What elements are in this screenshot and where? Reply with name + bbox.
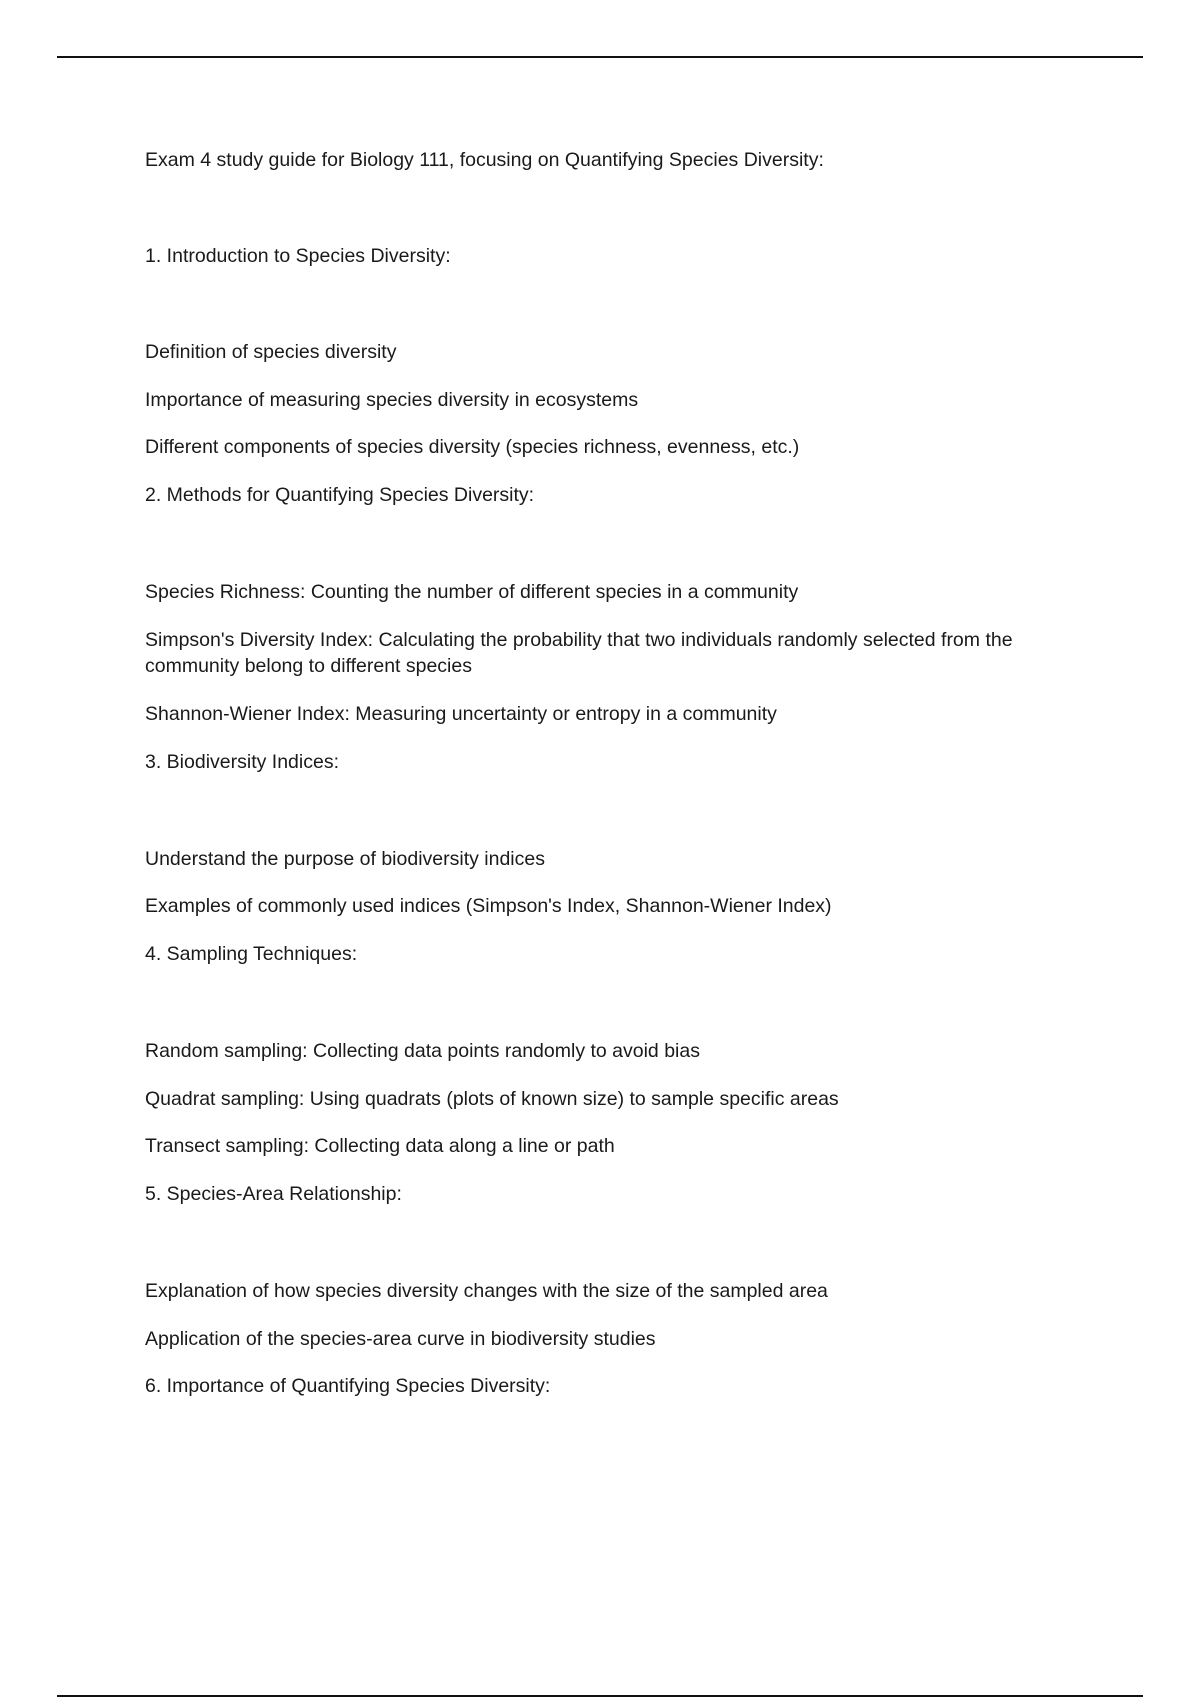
list-item: Quadrat sampling: Using quadrats (plots of known size) to sample specific areas [145, 1088, 839, 1110]
document-intro: Exam 4 study guide for Biology 111, focusing on Quantifying Species Diversity: [145, 149, 824, 171]
section-heading-3: 3. Biodiversity Indices: [145, 751, 340, 773]
list-item: Importance of measuring species diversity in ecosystems [145, 389, 639, 411]
list-item: Understand the purpose of biodiversity indices [145, 848, 545, 870]
section-heading-5: 5. Species-Area Relationship: [145, 1183, 402, 1205]
section-heading-4: 4. Sampling Techniques: [145, 943, 358, 965]
list-item: Random sampling: Collecting data points randomly to avoid bias [145, 1040, 700, 1062]
list-item: Species Richness: Counting the number of different species in a community [145, 581, 799, 603]
bottom-rule [57, 1695, 1143, 1697]
list-item: Transect sampling: Collecting data along a line or path [145, 1135, 615, 1157]
section-heading-1: 1. Introduction to Species Diversity: [145, 245, 451, 267]
list-item: Application of the species-area curve in biodiversity studies [145, 1328, 656, 1350]
list-item: Different components of species diversity (species richness, evenness, etc.) [145, 436, 800, 458]
list-item: Explanation of how species diversity changes with the size of the sampled area [145, 1280, 828, 1302]
list-item: Shannon-Wiener Index: Measuring uncertainty or entropy in a community [145, 703, 777, 725]
list-item: Examples of commonly used indices (Simpson's Index, Shannon-Wiener Index) [145, 895, 832, 917]
list-item: Simpson's Diversity Index: Calculating the probability that two individuals randomly selected from the community belong to different species [145, 629, 1013, 677]
section-heading-6: 6. Importance of Quantifying Species Diversity: [145, 1375, 551, 1397]
list-item: Definition of species diversity [145, 341, 397, 363]
section-heading-2: 2. Methods for Quantifying Species Diversity: [145, 484, 535, 506]
document-page [145, 0, 1085, 1700]
